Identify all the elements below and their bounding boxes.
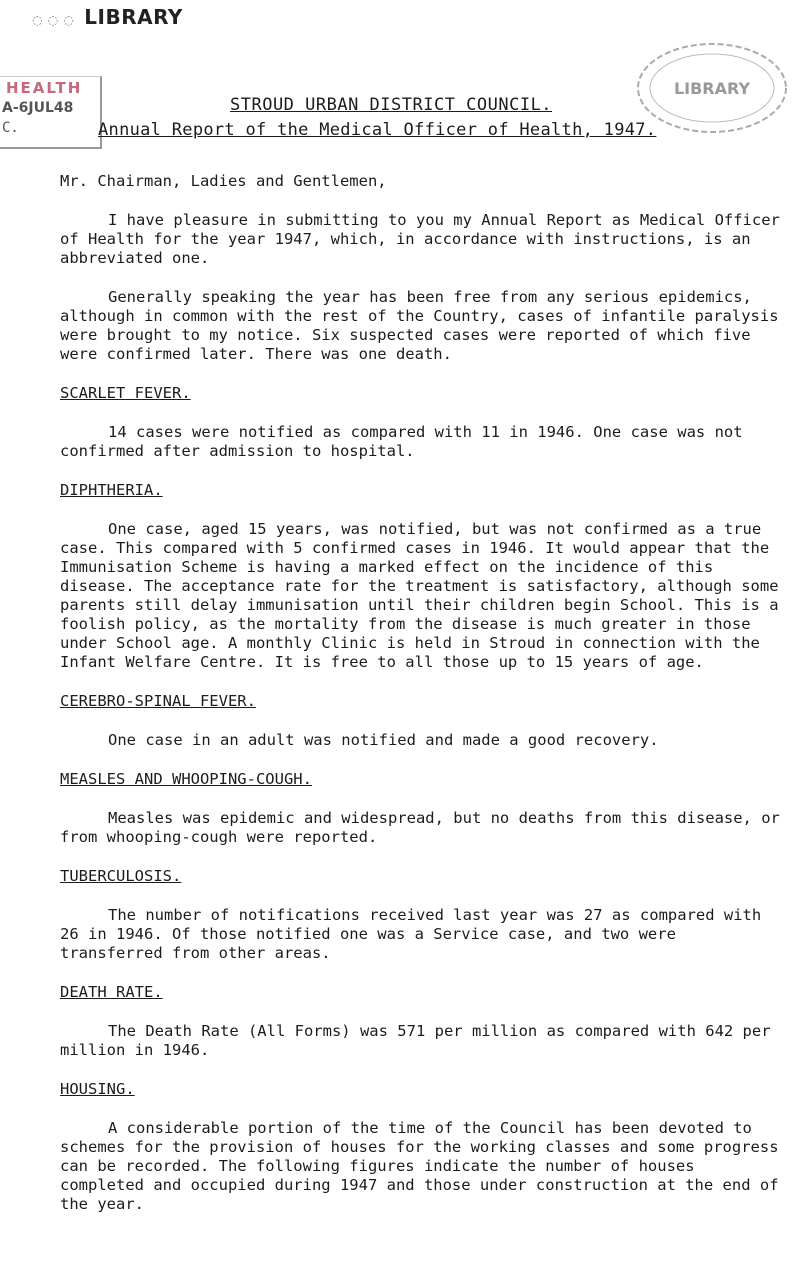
section-heading-scarlet-fever: SCARLET FEVER.: [60, 384, 191, 402]
section-text-cerebro-spinal-fever: One case in an adult was notified and made a good recovery.: [108, 731, 659, 749]
seal-text: LIBRARY: [673, 79, 751, 98]
section-text-diphtheria: One case, aged 15 years, was notified, but was not confirmed as a true case. This compared with 5 confirmed cases in 1946. It would appear that the Immunisation Scheme is having a marked effect on the incidence of this disease. The acceptance rate for the treatment is satisfactory, although some parents still delay immunisation until their children begin School. This is a foolish policy, as the mortality from the disease is much greater in those under School age. A monthly Clinic is held in Stroud in connection with the Infant Welfare Centre. It is free to all those up to 15 years of age.: [60, 520, 779, 671]
library-label: LIBRARY: [84, 5, 183, 29]
library-stamp: [32, 5, 183, 30]
section-text-measles: Measles was epidemic and widespread, but no deaths from this disease, or from whooping-cough were reported.: [60, 809, 780, 846]
salutation: Mr. Chairman, Ladies and Gentlemen,: [60, 172, 387, 190]
report-body: [60, 172, 780, 1234]
stamp-date: A-6JUL48: [2, 100, 74, 116]
section-heading-housing: HOUSING.: [60, 1080, 135, 1098]
stamp-letter: C.: [2, 120, 19, 136]
intro-paragraph: I have pleasure in submitting to you my Annual Report as Medical Officer of Health for the year 1947, which, in accordance with instructions, is an abbreviated one.: [60, 211, 780, 267]
section-text-tuberculosis: The number of notifications received last year was 27 as compared with 26 in 1946. Of those notified one was a Service case, and two were transferred from other areas.: [60, 906, 762, 962]
received-stamp: [0, 76, 102, 149]
section-text-housing: A considerable portion of the time of the Council has been devoted to schemes for the provision of houses for the working classes and some progress can be recorded. The following figures indicate the number of houses completed and occupied during 1947 and those under construction at the end of the year.: [60, 1119, 779, 1213]
margin-marks-icon: ◌ ◌ ◌: [32, 13, 75, 27]
section-heading-tuberculosis: TUBERCULOSIS.: [60, 867, 182, 885]
report-title: Annual Report of the Medical Officer of Health, 1947.: [98, 120, 657, 140]
intro-paragraph: Generally speaking the year has been free from any serious epidemics, although in common with the rest of the Country, cases of infantile paralysis were brought to my notice. Six suspected cases were reported of which five were confirmed later. There was one death.: [60, 288, 779, 363]
section-heading-diphtheria: DIPHTHERIA.: [60, 481, 163, 499]
section-text-scarlet-fever: 14 cases were notified as compared with 11 in 1946. One case was not confirmed after admission to hospital.: [60, 423, 743, 460]
council-title: STROUD URBAN DISTRICT COUNCIL.: [230, 95, 553, 115]
section-heading-cerebro-spinal-fever: CEREBRO-SPINAL FEVER.: [60, 692, 256, 710]
section-text-death-rate: The Death Rate (All Forms) was 571 per million as compared with 642 per million in 1946.: [60, 1022, 771, 1059]
stamp-department: HEALTH: [6, 79, 83, 97]
section-heading-measles: MEASLES AND WHOOPING-COUGH.: [60, 770, 312, 788]
section-heading-death-rate: DEATH RATE.: [60, 983, 163, 1001]
